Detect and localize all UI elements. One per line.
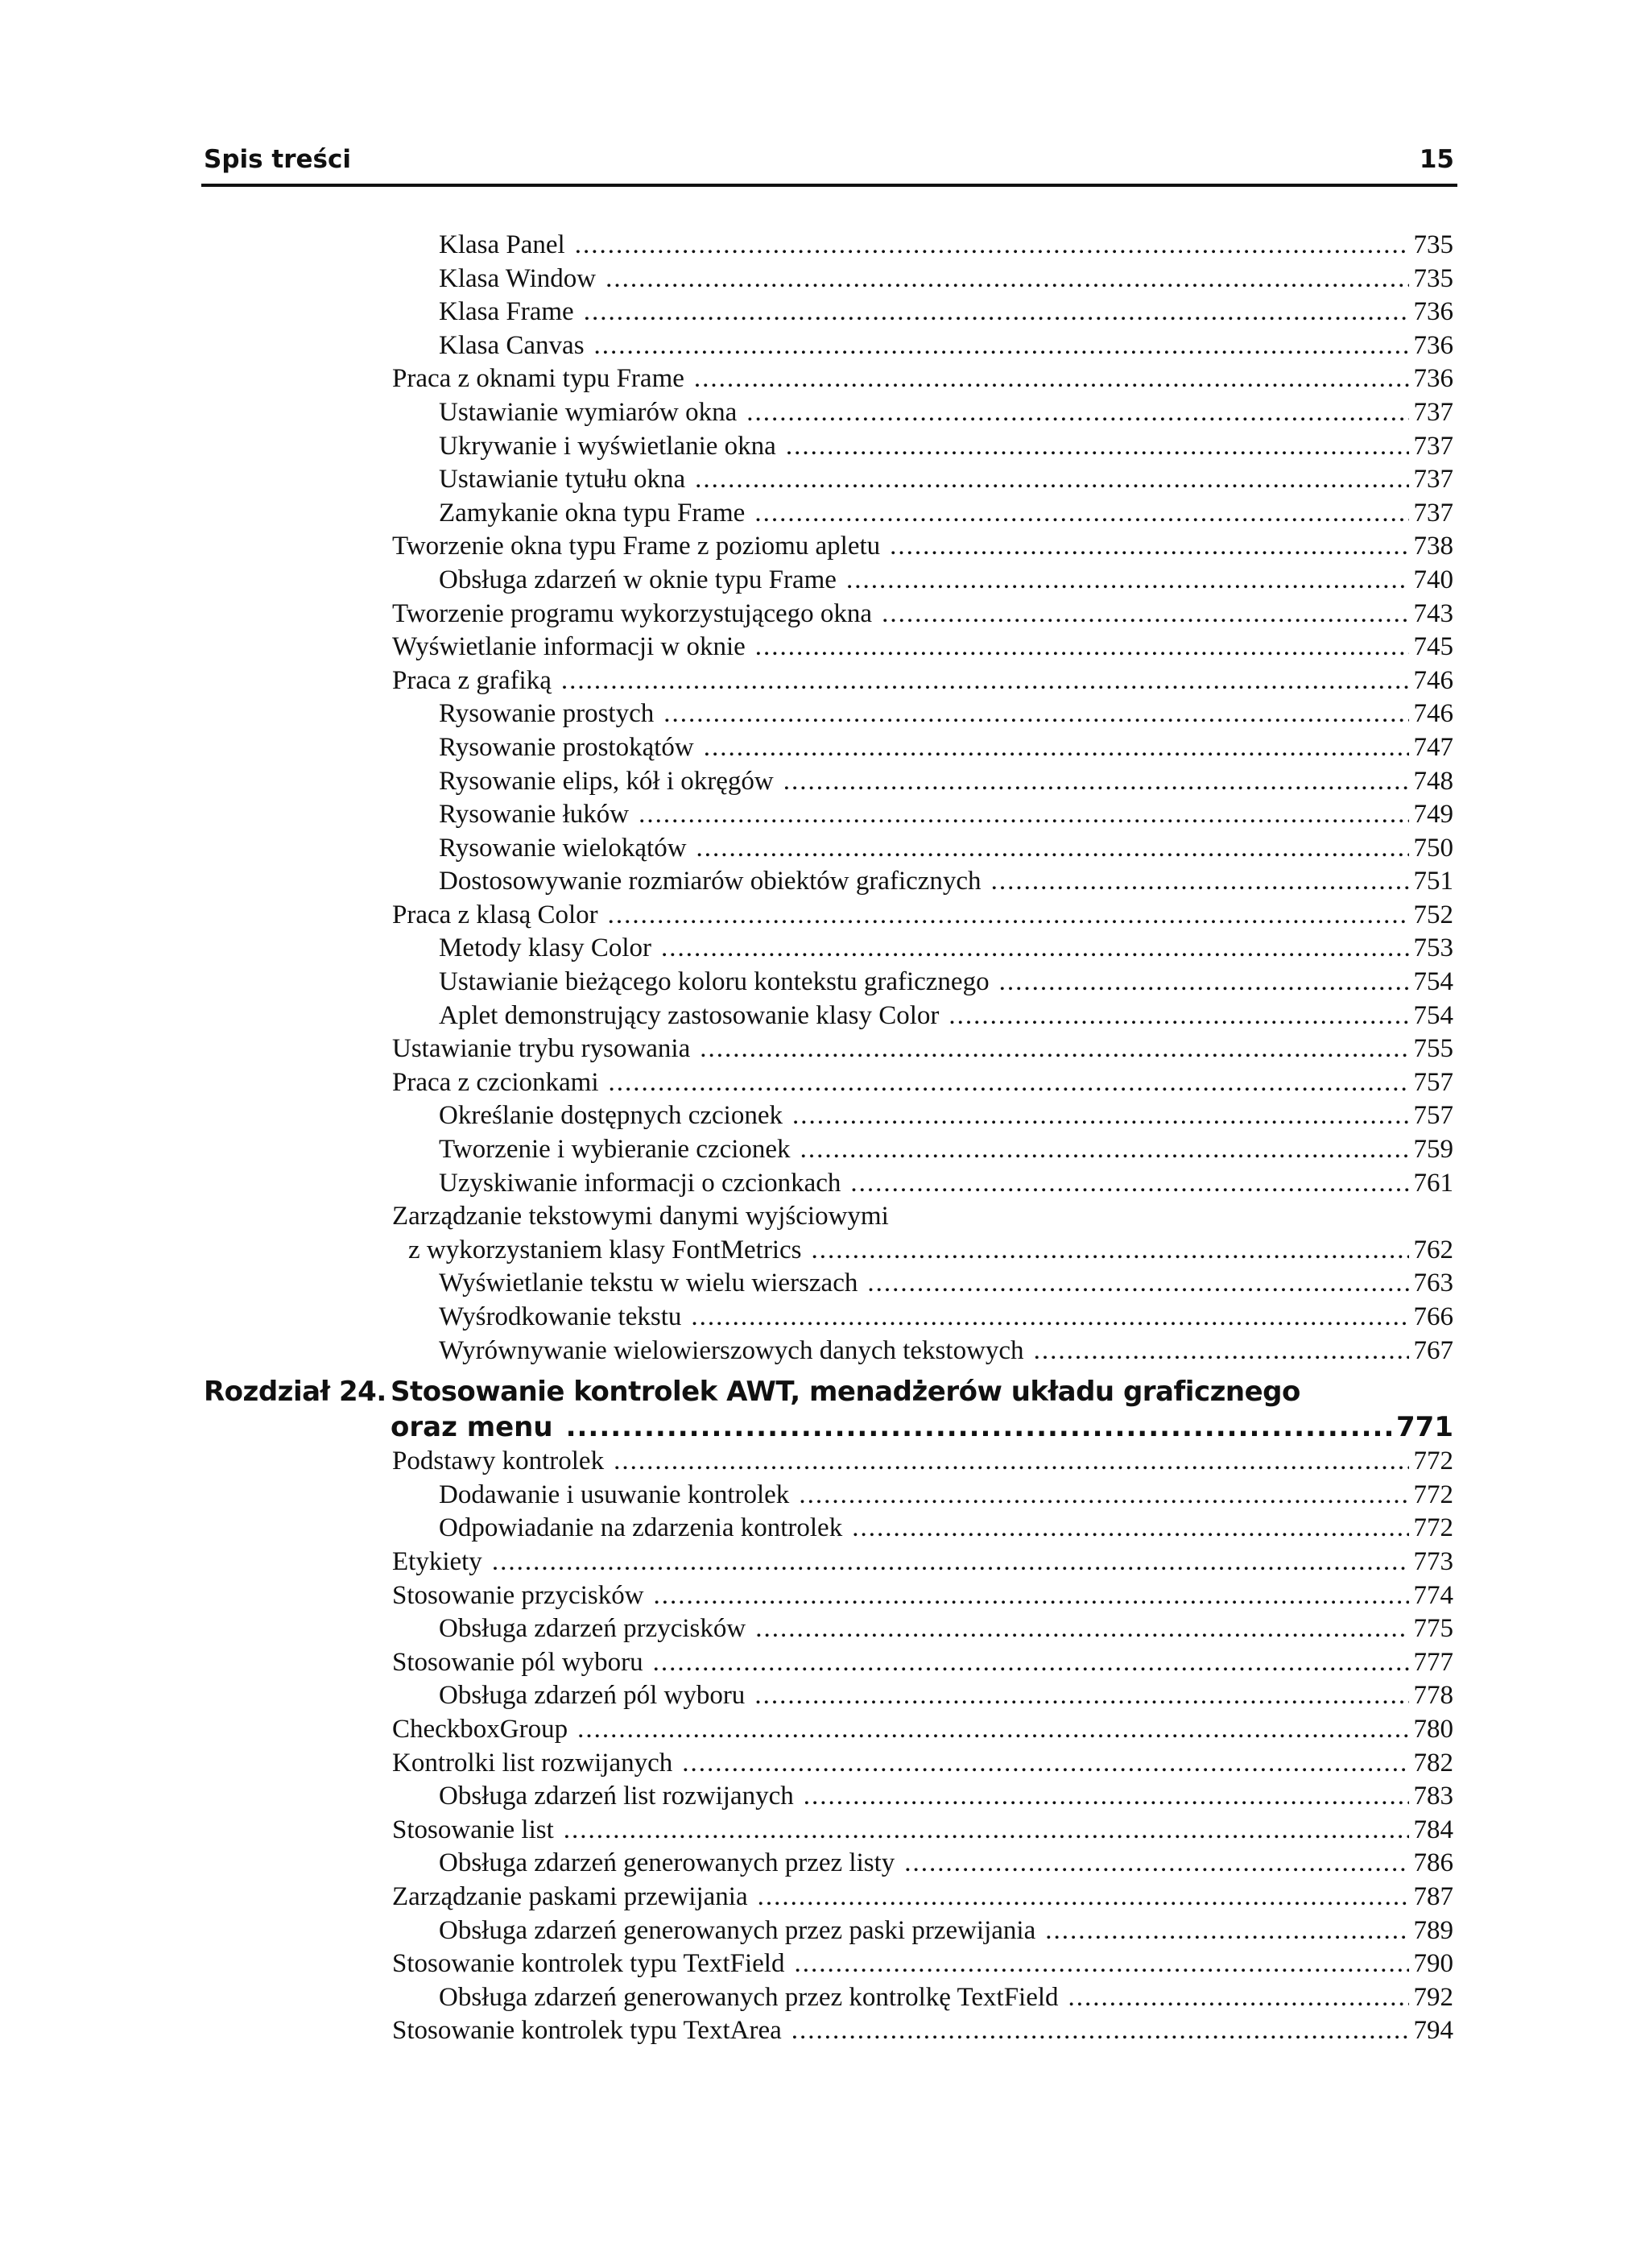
toc-entry[interactable] [439,497,1453,531]
toc-entry[interactable] [392,1066,1453,1100]
dot-leader [1068,1981,1409,2015]
dot-leader [867,1267,1408,1301]
toc-entry-page: 774 [1413,1580,1453,1610]
dot-leader [594,329,1409,363]
dot-leader [791,2014,1409,2048]
dot-leader [948,999,1408,1033]
toc-entry[interactable] [439,1679,1453,1713]
toc-entry-title: Wyświetlanie tekstu w wielu wierszach [439,1269,858,1298]
toc-entry[interactable] [439,263,1453,296]
toc-entry-page: 751 [1413,867,1453,896]
toc-entry-title: Ukrywanie i wyświetlanie okna [439,431,776,461]
toc-entry-page: 782 [1413,1748,1453,1778]
toc-entry-page: 750 [1413,833,1453,863]
toc-wrapped-entry[interactable] [0,1200,1649,1267]
toc-entry[interactable] [439,296,1453,329]
toc-entry-title: Obsługa zdarzeń generowanych przez paski przewijania [439,1915,1036,1945]
toc-entry[interactable] [392,1747,1453,1781]
toc-entry[interactable] [439,865,1453,899]
dot-leader [799,1479,1408,1513]
toc-entry-title: Ustawianie bieżącego koloru kontekstu graficznego [439,967,990,997]
toc-entry-page: 752 [1413,900,1453,929]
toc-entry[interactable] [392,664,1453,698]
toc-entry-title: Stosowanie kontrolek typu TextArea [392,2016,782,2046]
toc-entry[interactable] [392,1033,1453,1066]
toc-entry[interactable] [439,564,1453,598]
toc-entry-page: 748 [1413,766,1453,796]
toc-entry-title: Dostosowywanie rozmiarów obiektów graficznych [439,867,982,896]
dot-leader [696,832,1409,866]
toc-entry-title: Kontrolki list rozwijanych [392,1748,673,1778]
toc-entry[interactable] [392,1546,1453,1579]
toc-entry-title: Obsługa zdarzeń w oknie typu Frame [439,565,837,594]
toc-entry[interactable] [392,1445,1453,1479]
dot-leader [661,932,1409,966]
header-page-number: 15 [1419,145,1454,174]
toc-entry-page: 778 [1413,1681,1453,1711]
toc-entry-page: 737 [1413,431,1453,461]
toc-entry-title: Rysowanie wielokątów [439,833,687,863]
toc-entry-title: Rysowanie prostokątów [439,732,694,762]
toc-entry[interactable] [439,329,1453,363]
dot-leader [577,1713,1408,1747]
toc-entry-page: 759 [1413,1135,1453,1165]
toc-entry-title: Ustawianie trybu rysowania [392,1034,691,1064]
toc-section-1 [0,229,1649,1200]
toc-entry[interactable] [439,396,1453,430]
toc-entry-page: 761 [1413,1168,1453,1198]
chapter-page: 771 [1396,1411,1453,1444]
dot-leader [754,1679,1408,1713]
toc-entry-page: 738 [1413,532,1453,561]
toc-entry-title: Klasa Panel [439,230,565,259]
toc-entry-page: 757 [1413,1101,1453,1131]
toc-entry-title: Stosowanie przycisków [392,1580,644,1610]
toc-entry-page: 749 [1413,800,1453,830]
toc-entry-title: Wyświetlanie informacji w oknie [392,632,746,662]
toc-entry-page: 780 [1413,1714,1453,1744]
dot-leader [575,229,1409,263]
dot-leader [904,1847,1408,1881]
dot-leader [800,1133,1409,1167]
toc-entry-page: 772 [1413,1513,1453,1543]
toc-entry[interactable] [439,1981,1453,2015]
dot-leader [605,263,1408,296]
dot-leader [783,765,1409,799]
toc-entry-page: 743 [1413,598,1453,628]
toc-entry[interactable] [439,1301,1453,1335]
toc-entry-title: Obsługa zdarzeń generowanych przez kontrolkę TextField [439,1982,1059,2012]
toc-entry[interactable] [392,598,1453,631]
dot-leader [890,530,1408,564]
toc-entry-page: 746 [1413,699,1453,729]
toc-entry-title: Klasa Window [439,263,597,293]
toc-entry[interactable] [439,430,1453,464]
toc-entry[interactable] [439,765,1453,799]
toc-entry-page: 754 [1413,1000,1453,1030]
toc-entry-title: Tworzenie i wybieranie czcionek [439,1135,791,1165]
toc-entry[interactable] [439,1099,1453,1133]
dot-leader [700,1033,1408,1066]
toc-entry-page: 746 [1413,665,1453,695]
toc-entry-title: Praca z grafiką [392,665,552,695]
toc-entry-page: 745 [1413,632,1453,662]
toc-entry[interactable] [392,631,1453,664]
toc-entry-page: 754 [1413,967,1453,997]
dot-leader [804,1780,1409,1814]
dot-leader [564,1814,1409,1848]
chapter-title-line1: Stosowanie kontrolek AWT, menadżerów układu graficznego [391,1376,1300,1409]
toc-entry-title-line1: Zarządzanie tekstowymi danymi wyjściowymi [392,1202,889,1231]
toc-entry-title: Obsługa zdarzeń list rozwijanych [439,1782,794,1811]
toc-entry[interactable] [392,362,1453,396]
dot-leader [746,396,1408,430]
toc-entry-page: 786 [1413,1848,1453,1878]
toc-entry-page: 762 [1413,1235,1453,1264]
toc-entry[interactable] [392,1814,1453,1848]
toc-entry[interactable] [392,1713,1453,1747]
toc-entry[interactable] [392,2014,1453,2048]
toc-entry[interactable] [392,1646,1453,1680]
dot-leader [654,1579,1409,1613]
toc-entry[interactable] [439,1612,1453,1646]
toc-entry-page: 737 [1413,498,1453,528]
toc-entry-page: 757 [1413,1067,1453,1097]
toc-entry-title: Praca z oknami typu Frame [392,364,684,394]
toc-entry[interactable] [439,966,1453,999]
dot-leader [492,1546,1409,1579]
toc-entry[interactable] [439,697,1453,731]
table-of-contents [0,229,1649,2048]
toc-entry-title: Stosowanie list [392,1815,554,1844]
toc-entry-page: 784 [1413,1815,1453,1844]
running-header [201,135,1457,187]
toc-entry-title: Ustawianie wymiarów okna [439,397,738,427]
toc-entry-page: 789 [1413,1915,1453,1945]
dot-leader [691,1301,1408,1335]
dot-leader [754,497,1408,531]
toc-entry[interactable] [392,1947,1453,1981]
toc-entry-page: 753 [1413,933,1453,963]
toc-entry-page: 737 [1413,465,1453,495]
toc-entry[interactable] [439,932,1453,966]
dot-leader [786,430,1409,464]
toc-entry[interactable] [392,899,1453,933]
dot-leader [609,1066,1409,1100]
toc-entry[interactable] [439,1847,1453,1881]
toc-entry-page: 794 [1413,2016,1453,2046]
toc-entry-title: Klasa Frame [439,297,574,327]
dot-leader [704,731,1409,765]
toc-entry-page: 783 [1413,1782,1453,1811]
chapter-title-line2: oraz menu [391,1411,553,1444]
toc-section-2 [0,1267,1649,1368]
dot-leader [695,463,1408,497]
toc-entry[interactable] [439,1167,1453,1201]
toc-entry-title: Rysowanie elips, kół i okręgów [439,766,774,796]
toc-entry[interactable] [439,832,1453,866]
toc-entry-page: 736 [1413,297,1453,327]
dot-leader [608,899,1409,933]
dot-leader [694,362,1409,396]
dot-leader [792,1099,1408,1133]
toc-entry-page: 766 [1413,1302,1453,1331]
toc-entry-title: Tworzenie programu wykorzystującego okna [392,598,873,628]
toc-entry-title: Stosowanie kontrolek typu TextField [392,1949,785,1979]
dot-leader [566,1409,1393,1445]
dot-leader [1034,1335,1409,1368]
toc-entry-title: Wyrównywanie wielowierszowych danych tekstowych [439,1335,1024,1365]
toc-entry-title: Podstawy kontrolek [392,1446,605,1476]
toc-entry[interactable] [439,1780,1453,1814]
dot-leader [1045,1914,1408,1948]
dot-leader [663,697,1408,731]
toc-entry[interactable] [439,1512,1453,1546]
toc-entry[interactable] [439,798,1453,832]
toc-entry-title: Tworzenie okna typu Frame z poziomu apletu [392,532,881,561]
toc-section-3 [0,1445,1649,2048]
dot-leader [758,1881,1409,1914]
dot-leader [794,1947,1408,1981]
dot-leader [991,865,1409,899]
toc-entry-page: 767 [1413,1335,1453,1365]
toc-entry-title: Obsługa zdarzeń pól wyboru [439,1681,746,1711]
toc-entry-title: Metody klasy Color [439,933,651,963]
dot-leader [812,1234,1409,1268]
toc-entry[interactable] [439,999,1453,1033]
toc-entry-page: 775 [1413,1614,1453,1644]
toc-entry-page: 772 [1413,1480,1453,1509]
toc-entry-page: 755 [1413,1034,1453,1064]
toc-entry-title: Praca z klasą Color [392,900,598,929]
dot-leader [999,966,1409,999]
dot-leader [682,1747,1408,1781]
toc-entry [408,1234,1453,1268]
dot-leader [846,564,1409,598]
toc-entry-title-line2: z wykorzystaniem klasy FontMetrics [408,1235,802,1264]
toc-entry-title: Wyśrodkowanie tekstu [439,1302,682,1331]
toc-entry-page: 787 [1413,1881,1453,1911]
toc-entry-page: 740 [1413,565,1453,594]
toc-entry-title: Określanie dostępnych czcionek [439,1101,783,1131]
toc-entry-page: 763 [1413,1269,1453,1298]
toc-entry-title: Uzyskiwanie informacji o czcionkach [439,1168,841,1198]
dot-leader [653,1646,1409,1680]
toc-entry[interactable] [392,1579,1453,1613]
chapter-label: Rozdział 24. [204,1376,386,1409]
toc-entry-page: 735 [1413,230,1453,259]
toc-entry-title: Aplet demonstrujący zastosowanie klasy Color [439,1000,940,1030]
dot-leader [755,631,1409,664]
toc-entry-page: 735 [1413,263,1453,293]
header-title: Spis treści [204,145,351,174]
toc-entry-title: Obsługa zdarzeń przycisków [439,1614,746,1644]
toc-entry-page: 777 [1413,1647,1453,1677]
dot-leader [852,1512,1408,1546]
toc-entry-page: 737 [1413,397,1453,427]
toc-entry-page: 736 [1413,330,1453,360]
toc-entry-title: Praca z czcionkami [392,1067,599,1097]
chapter-heading[interactable] [204,1374,1453,1445]
toc-entry-title: Stosowanie pól wyboru [392,1647,643,1677]
toc-entry-title: Etykiety [392,1546,482,1576]
toc-entry[interactable] [392,1881,1453,1914]
dot-leader [561,664,1409,698]
toc-entry-page: 790 [1413,1949,1453,1979]
toc-entry-title: Ustawianie tytułu okna [439,465,686,495]
dot-leader [882,598,1408,631]
toc-entry-page: 773 [1413,1546,1453,1576]
toc-entry-title: Rysowanie łuków [439,800,630,830]
toc-entry[interactable] [439,463,1453,497]
toc-entry[interactable] [439,1479,1453,1513]
toc-entry[interactable] [439,731,1453,765]
toc-entry-title: Rysowanie prostych [439,699,655,729]
toc-entry-title: Klasa Canvas [439,330,585,360]
toc-entry[interactable] [392,530,1453,564]
toc-entry-title: Zarządzanie paskami przewijania [392,1881,748,1911]
toc-entry[interactable] [439,229,1453,263]
dot-leader [584,296,1409,329]
toc-entry-title: CheckboxGroup [392,1714,568,1744]
toc-entry-page: 772 [1413,1446,1453,1476]
toc-entry-title: Dodawanie i usuwanie kontrolek [439,1480,790,1509]
dot-leader [850,1167,1408,1201]
toc-entry[interactable] [439,1267,1453,1301]
toc-entry[interactable] [439,1335,1453,1368]
toc-entry[interactable] [439,1133,1453,1167]
toc-entry-page: 736 [1413,364,1453,394]
toc-entry-page: 747 [1413,732,1453,762]
toc-entry-page: 792 [1413,1982,1453,2012]
dot-leader [755,1612,1408,1646]
dot-leader [614,1445,1408,1479]
toc-entry[interactable] [439,1914,1453,1948]
toc-entry-title: Obsługa zdarzeń generowanych przez listy [439,1848,895,1878]
dot-leader [639,798,1408,832]
toc-entry-title: Zamykanie okna typu Frame [439,498,746,528]
toc-entry-title: Odpowiadanie na zdarzenia kontrolek [439,1513,843,1543]
